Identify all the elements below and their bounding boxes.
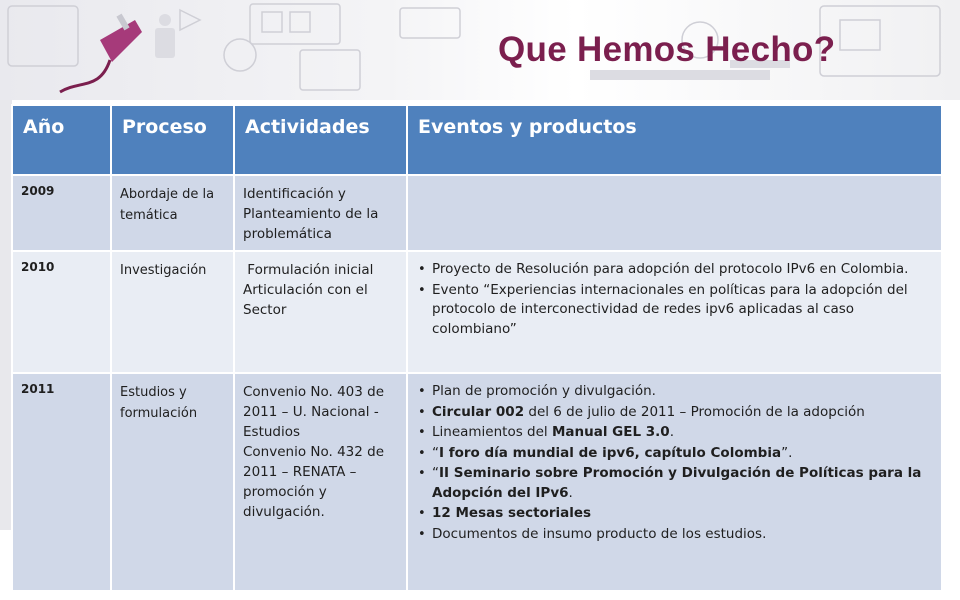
- events-cell: [407, 175, 942, 251]
- activities-cell: [234, 251, 407, 373]
- table-header-row: [12, 105, 942, 175]
- event-text: .: [669, 424, 674, 440]
- event-text-bold: Circular 002: [432, 403, 525, 420]
- activity-text: Convenio No. 403 de 2011 – U. Nacional - Estudios: [243, 384, 389, 440]
- table-row: [12, 251, 942, 373]
- plug: [100, 20, 142, 62]
- events-list: [416, 260, 935, 339]
- activity-text: Formulación inicial Articulación con el Sector: [243, 262, 378, 318]
- event-text-bold: I foro día mundial de ipv6, capítulo Colombia: [439, 444, 782, 461]
- event-item: [432, 444, 935, 464]
- event-item: [432, 260, 935, 280]
- event-text: .: [568, 484, 573, 501]
- header-year: Año: [12, 105, 111, 175]
- process-cell: Estudios y formulación: [111, 373, 234, 591]
- header-activities: Actividades: [234, 105, 407, 175]
- event-text: Lineamientos del: [432, 424, 552, 440]
- event-item: [432, 382, 935, 402]
- year-cell: 2009: [12, 175, 111, 251]
- process-cell: Abordaje de la temática: [111, 175, 234, 251]
- process-cell: Investigación: [111, 251, 234, 373]
- year-cell: 2011: [12, 373, 111, 591]
- activities-table: [11, 104, 943, 592]
- events-cell: [407, 373, 942, 591]
- event-text: “: [432, 444, 439, 461]
- table-row: [12, 175, 942, 251]
- header-process: Proceso: [111, 105, 234, 175]
- event-text: Evento “Experiencias internacionales en políticas para la adopción del protocolo de interconectividad de redes ipv6 aplicadas al caso colombiano”: [432, 281, 908, 337]
- event-item: [432, 464, 935, 503]
- event-text: Plan de promoción y divulgación.: [432, 383, 656, 399]
- event-text: ”.: [781, 444, 793, 461]
- event-item: [432, 403, 935, 423]
- event-text: del 6 de julio de 2011 – Promoción de la adopción: [524, 403, 865, 420]
- activities-cell: [234, 175, 407, 251]
- activity-text: Convenio No. 432 de 2011 – RENATA – promoción y divulgación.: [243, 444, 389, 520]
- event-item: [432, 525, 935, 545]
- events-cell: [407, 251, 942, 373]
- activity-text: Identificación y Planteamiento de la problemática: [243, 186, 383, 242]
- activities-cell: [234, 373, 407, 591]
- header-events: Eventos y productos: [407, 105, 942, 175]
- event-text: Proyecto de Resolución para adopción del protocolo IPv6 en Colombia.: [432, 261, 909, 277]
- page-title: Que Hemos Hecho?: [498, 30, 836, 69]
- event-text-bold: Manual GEL 3.0: [551, 424, 670, 440]
- event-item: [432, 281, 935, 340]
- plug-cable: [60, 60, 110, 92]
- event-item: [432, 423, 935, 443]
- table-row: [12, 373, 942, 591]
- events-list: [416, 382, 935, 544]
- event-text-bold: II Seminario sobre Promoción y Divulgación de Políticas para la Adopción del IPv6: [432, 465, 922, 501]
- event-text: “: [432, 465, 439, 481]
- event-text-bold: 12 Mesas sectoriales: [432, 505, 592, 521]
- event-item: [432, 504, 935, 524]
- event-text: Documentos de insumo producto de los estudios.: [432, 525, 767, 542]
- year-cell: 2010: [12, 251, 111, 373]
